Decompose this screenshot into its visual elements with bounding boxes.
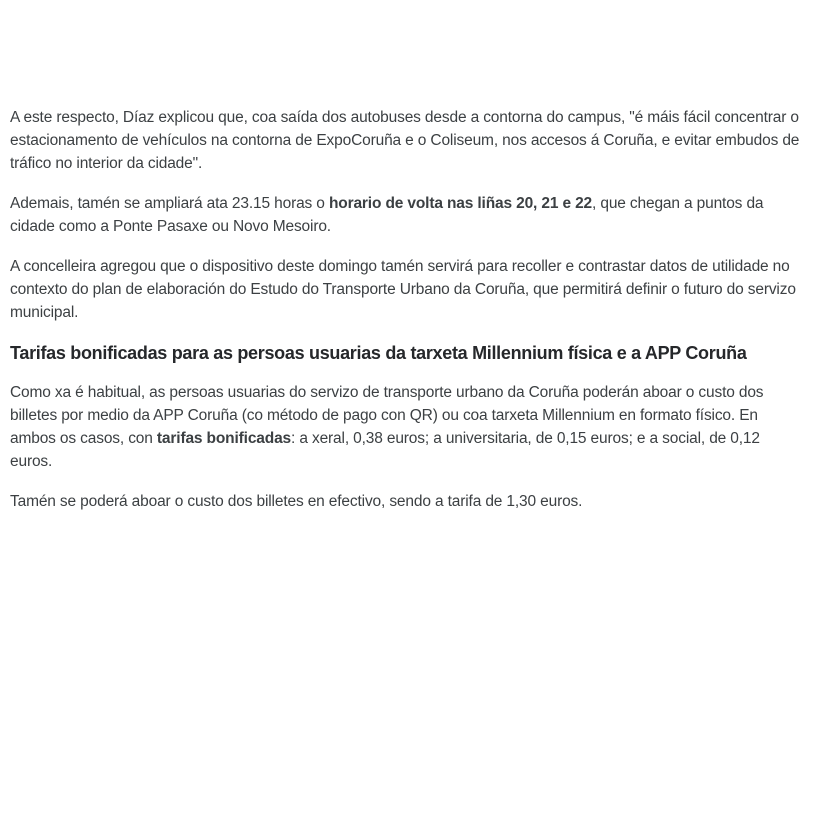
paragraph-efectivo-text: Tamén se poderá aboar o custo dos billetes en efectivo, sendo a tarifa de 1,30 euros. xyxy=(10,493,583,510)
section-heading-tarifas: Tarifas bonificadas para as persoas usuarias da tarxeta Millennium física e a APP Coruña xyxy=(10,343,747,363)
paragraph-tarifas-pre: Como xa é habitual, as persoas usuarias do servizo de transporte urbano da Coruña poderán aboar o custo dos billetes por medio da APP Coruña (co método de pago con QR) ou coa tarxeta Millennium en formato físico. En ambos os casos, con xyxy=(10,384,764,447)
bold-tarifas-bonificadas: tarifas bonificadas xyxy=(156,430,292,447)
paragraph-horario-post: , que chegan a puntos da cidade como a Ponte Pasaxe ou Novo Mesoiro. xyxy=(10,195,764,235)
paragraph-respecto-text: A este respecto, Díaz explicou que, coa saída dos autobuses desde a contorna do campus, "é máis fácil concentrar o estacionamento de vehículos na contorna de ExpoCoruña e o Coliseum, nos accesos á Coruña, e evitar embudos de tráfico no interior da cidade". xyxy=(10,109,800,172)
paragraph-concelleira-text: A concelleira agregou que o dispositivo deste domingo tamén servirá para recoller e contrastar datos de utilidade no contexto do plan de elaboración do Estudo do Transporte Urbano da Coruña, que permitirá definir o futuro do servizo municipal. xyxy=(10,258,796,321)
bold-horario-linas: horario de volta nas liñas 20, 21 e 22 xyxy=(328,195,593,212)
paragraph-tarifas-post: : a xeral, 0,38 euros; a universitaria, de 0,15 euros; e a social, de 0,12 euros. xyxy=(10,430,760,470)
paragraph-respecto xyxy=(10,106,800,175)
paragraph-tarifas xyxy=(10,381,800,473)
paragraph-horario xyxy=(10,192,800,238)
paragraph-horario-pre: Ademais, tamén se ampliará ata 23.15 horas o xyxy=(10,195,329,212)
paragraph-efectivo xyxy=(10,490,800,513)
paragraph-concelleira xyxy=(10,255,800,324)
